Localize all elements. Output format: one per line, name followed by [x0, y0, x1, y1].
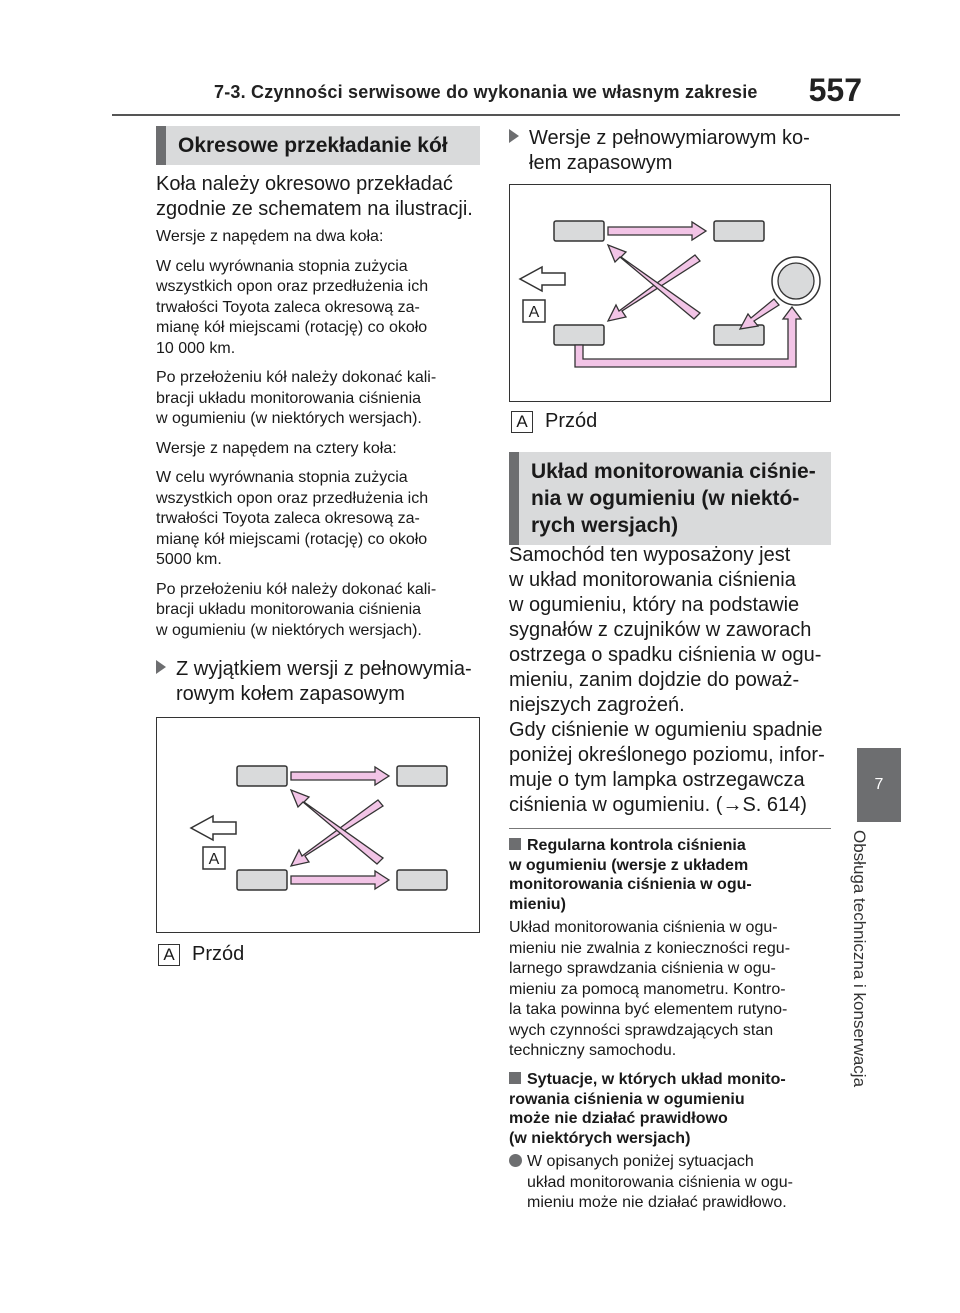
legend-front-left: [158, 943, 244, 966]
tpms-paragraph-2: Gdy ciśnienie w ogumieniu spadnie poniżej określonego poziomu, infor- muje o tym lampka ostrzegawcza ciśnienia w ogumieniu. (→S. 614): [509, 719, 825, 816]
subsection-title: Sytuacje, w których układ monito- rowania ciśnienia w ogumieniu może nie działać prawidłowo (w niektórych wersjach): [509, 1071, 786, 1147]
calibration-note-1: Po przełożeniu kół należy dokonać kali- bracji układu monitorowania ciśnienia w ogumieniu (w niektórych wersjach).: [156, 369, 437, 427]
bullet-full-spare: Wersje z pełnowymiarowym ko- łem zapasowym: [509, 126, 839, 176]
tire-front-left: [554, 221, 604, 241]
legend-letter-box: A: [158, 944, 180, 966]
legend-front-right: [511, 410, 597, 433]
tire-rear-left: [554, 325, 604, 345]
intro-paragraph: [156, 172, 486, 222]
section-heading-tpms: Układ monitorowania ciśnie- nia w ogumieniu (w niektó- rych wersjach): [509, 452, 831, 545]
square-bullet-icon: [509, 838, 521, 850]
subsection-text: W opisanych poniżej sytuacjach układ monitorowania ciśnienia w ogu- mieniu może nie działać prawidłowo.: [509, 1152, 839, 1214]
square-bullet-icon: [509, 1072, 521, 1084]
tire-front-left: [237, 766, 287, 786]
chapter-side-title-text: Obsługa techniczna i konserwacja: [850, 830, 869, 1088]
section-heading-rotation: Okresowe przekładanie kół: [156, 126, 480, 165]
page-number: 557: [808, 72, 862, 108]
tire-rear-left: [237, 870, 287, 890]
header-rule: [112, 114, 900, 116]
chapter-side-title: [850, 830, 901, 1120]
spare-tire-inner: [778, 263, 814, 299]
front-label-letter: A: [208, 851, 220, 868]
arrow-diagonal-icon: [291, 790, 383, 864]
legend-letter-box: A: [511, 411, 533, 433]
four-wd-text: W celu wyrównania stopnia zużycia wszystkich opon oraz przedłużenia ich trwałości Toyota zaleca okresową za- mianę kół miejscami (rotację) co około 5000 km.: [156, 469, 429, 568]
arrow-diagonal-icon: [608, 245, 700, 319]
four-wd-label: Wersje z napędem na cztery koła:: [156, 439, 397, 457]
subsection-regular-check: [509, 836, 839, 1062]
triangle-bullet-icon: [509, 129, 519, 143]
subsection-malfunction: [509, 1070, 839, 1214]
arrow-right-icon: [291, 767, 389, 785]
text-line: zgodnie ze schematem na ilustracji.: [156, 198, 473, 220]
divider-rule: [509, 828, 831, 829]
running-header: 7-3. Czynności serwisowe do wykonania we własnym zakresie: [214, 82, 758, 102]
legend-text: Przód: [545, 410, 598, 432]
subsection-text: Układ monitorowania ciśnienia w ogu- mieniu nie zwalnia z konieczności regu- larnego sprawdzania ciśnienia w ogu- mieniu za pomocą manometru. Kontro- la taka powinna być elementem rutyno- wych czynności sprawdzających stan techniczny samochodu.: [509, 919, 791, 1059]
chapter-tab: 7: [857, 748, 901, 822]
front-direction-arrow-icon: [520, 267, 565, 291]
rotation-diagram-standard: [156, 717, 480, 933]
front-direction-arrow-icon: [191, 816, 236, 840]
rotation-diagram-svg: [510, 185, 829, 400]
left-body: [156, 227, 486, 650]
two-wd-text: W celu wyrównania stopnia zużycia wszystkich opon oraz przedłużenia ich trwałości Toyota zaleca okresową za- mianę kół miejscami (rotację) co około 10 000 km.: [156, 257, 429, 357]
circle-bullet-icon: [509, 1154, 522, 1167]
bullet-no-spare: Z wyjątkiem wersji z pełnowymia- rowym kołem zapasowym: [156, 657, 486, 707]
rotation-diagram-full-spare: [509, 184, 831, 402]
legend-text: Przód: [192, 943, 245, 965]
tpms-paragraph-1: Samochód ten wyposażony jest w układ monitorowania ciśnienia w ogumieniu, który na podstawie sygnałów z czujników w zaworach ostrzega o spadku ciśnienia w ogu- mieniu, zanim dojdzie do poważ- niejszych zagrożeń.: [509, 544, 822, 716]
arrow-u-turn-icon: [575, 307, 801, 367]
triangle-bullet-icon: [156, 660, 166, 674]
text-line: Koła należy okresowo przekładać: [156, 173, 453, 195]
rotation-diagram-svg: [157, 718, 478, 931]
subsection-title: Regularna kontrola ciśnienia w ogumieniu (wersje z układem monitorowania ciśnienia w ogu- mieniu): [509, 837, 752, 913]
two-wd-label: Wersje z napędem na dwa koła:: [156, 228, 384, 245]
arrow-right-icon: [608, 222, 706, 240]
front-label-letter: A: [528, 304, 540, 321]
tire-rear-right: [397, 870, 447, 890]
calibration-note-2: Po przełożeniu kół należy dokonać kali- bracji układu monitorowania ciśnienia w ogumieniu (w niektórych wersjach).: [156, 580, 437, 639]
tire-front-right: [714, 221, 764, 241]
tire-front-right: [397, 766, 447, 786]
arrow-right-icon: [291, 871, 389, 889]
tire-rear-right: [714, 325, 764, 345]
